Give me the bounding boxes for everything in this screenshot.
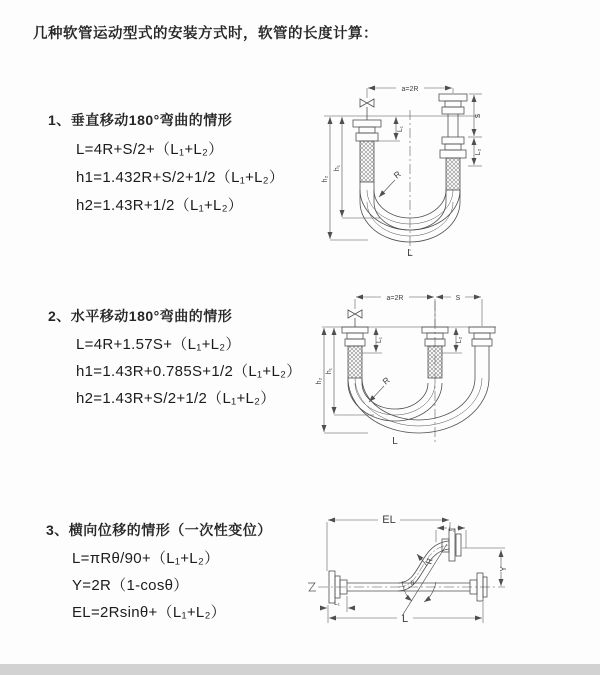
section-3-formula-y: Y=2R（1-cosθ） <box>72 577 189 594</box>
dim-label-theta: θ <box>410 580 414 587</box>
dim-label-a2r: a=2R <box>401 86 419 93</box>
dim-label-l2: L₂ <box>475 148 482 156</box>
dim-label-h2: h₂ <box>316 377 323 385</box>
dim-label-h1: h₁ <box>334 164 341 172</box>
section-2-formula-h2: h2=1.43R+S/2+1/2（L₁+L₂） <box>76 390 276 407</box>
dim-label-l1: L₁ <box>334 600 340 607</box>
dim-label-length: L <box>392 436 398 447</box>
dim-label-s: S <box>475 113 482 119</box>
dim-label-radius: R <box>424 557 435 566</box>
dim-label-radius: R <box>391 168 403 181</box>
section-1-formula-h2: h2=1.43R+1/2（L₁+L₂） <box>76 197 244 214</box>
page-title: 几种软管运动型式的安装方式时，软管的长度计算： <box>33 26 378 42</box>
diagram-1-linework <box>324 88 482 256</box>
pipe-break-symbol <box>308 583 316 591</box>
dim-label-radius: R <box>380 374 392 387</box>
section-1-heading: 1、垂直移动180°弯曲的情形 <box>48 112 233 128</box>
section-3-formula-l: L=πRθ/90+（L₁+L₂） <box>72 550 220 567</box>
dim-label-h1: h₁ <box>326 367 333 375</box>
section-1-formula-h1: h1=1.432R+S/2+1/2（L₁+L₂） <box>76 169 285 186</box>
dim-label-y: Y <box>499 566 508 572</box>
section-2-heading: 2、水平移动180°弯曲的情形 <box>48 308 233 324</box>
diagram-3-labels <box>334 514 508 625</box>
valve-icon <box>348 310 355 318</box>
diagram-horizontal-180-bend <box>310 283 600 458</box>
section-2-formula-l: L=4R+1.57S+（L₁+L₂） <box>76 336 241 353</box>
dim-label-length: L <box>401 613 409 625</box>
diagram-2-linework <box>322 297 496 443</box>
dim-label-l1: L₁ <box>376 336 383 344</box>
section-1-formula-l: L=4R+S/2+（L₁+L₂） <box>76 141 224 158</box>
section-2-formula-h1: h1=1.43R+0.785S+1/2（L₁+L₂） <box>76 363 302 380</box>
diagram-lateral-displacement <box>300 492 600 675</box>
page-edge-strip <box>0 664 600 675</box>
dim-label-h2: h₂ <box>322 175 329 183</box>
dim-label-el: EL <box>382 514 396 526</box>
dim-label-s: S <box>455 295 461 302</box>
dim-label-length: L <box>407 248 413 259</box>
dim-label-l2: L₂ <box>448 526 456 533</box>
valve-icon <box>360 99 367 107</box>
diagram-vertical-180-bend <box>310 72 600 262</box>
section-3-heading: 3、横向位移的情形（一次性变位） <box>46 522 272 538</box>
dim-label-l1: L₁ <box>397 125 404 133</box>
dim-label-l2: L₂ <box>456 336 463 344</box>
section-3-formula-el: EL=2Rsinθ+（L₁+L₂） <box>72 604 226 621</box>
diagram-3-linework <box>308 520 505 623</box>
dim-label-a2r: a=2R <box>386 295 404 302</box>
